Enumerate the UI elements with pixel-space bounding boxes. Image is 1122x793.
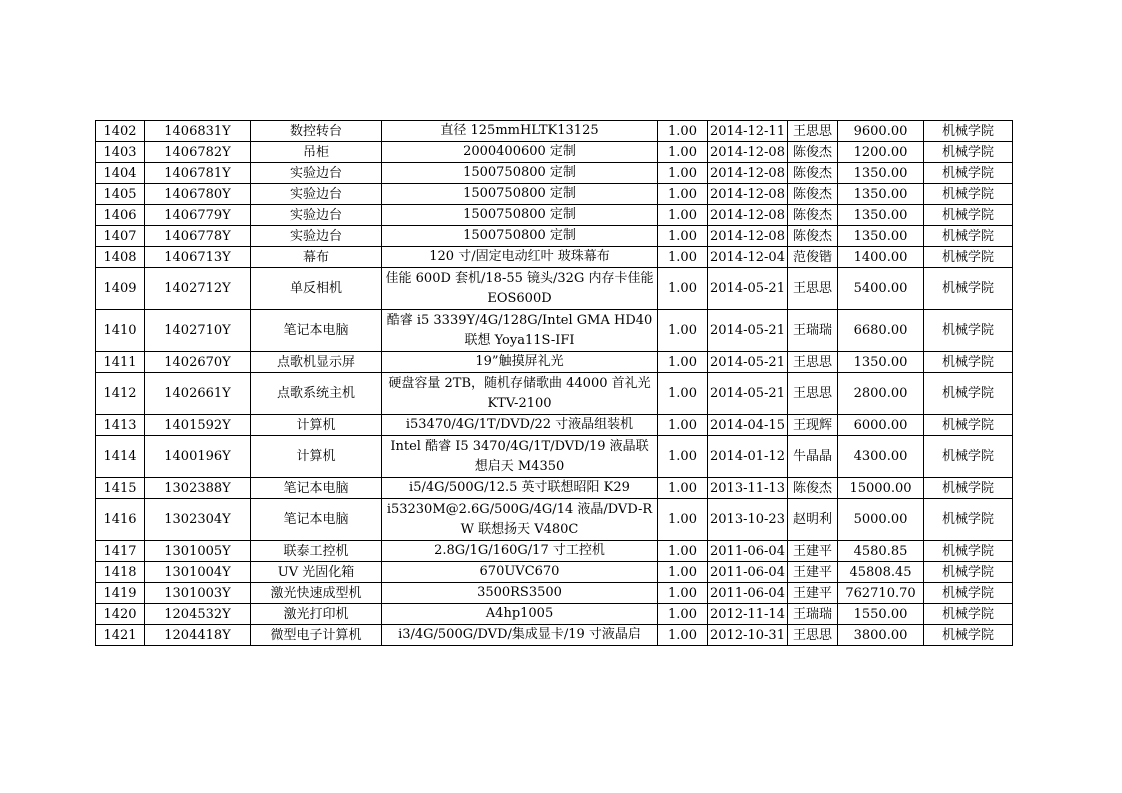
price-cell: 4300.00 <box>838 436 924 478</box>
asset-name-cell: 笔记本电脑 <box>251 499 382 541</box>
table-row <box>96 184 1013 205</box>
price-cell: 1400.00 <box>838 247 924 268</box>
date-cell: 2014-01-12 <box>708 436 788 478</box>
row-number-cell: 1403 <box>96 142 145 163</box>
spec-cell: 1500750800 定制 <box>382 184 658 205</box>
asset-code-cell: 1301003Y <box>145 583 251 604</box>
date-cell: 2014-12-11 <box>708 121 788 142</box>
row-number-cell: 1411 <box>96 352 145 373</box>
quantity-cell: 1.00 <box>658 226 708 247</box>
date-cell: 2014-12-04 <box>708 247 788 268</box>
table-row <box>96 163 1013 184</box>
table-row <box>96 541 1013 562</box>
price-cell: 45808.45 <box>838 562 924 583</box>
custodian-cell: 王现辉 <box>788 415 838 436</box>
date-cell: 2013-11-13 <box>708 478 788 499</box>
date-cell: 2013-10-23 <box>708 499 788 541</box>
table-row <box>96 478 1013 499</box>
row-number-cell: 1406 <box>96 205 145 226</box>
table-row <box>96 562 1013 583</box>
row-number-cell: 1416 <box>96 499 145 541</box>
custodian-cell: 范俊锴 <box>788 247 838 268</box>
spec-cell: i5/4G/500G/12.5 英寸联想昭阳 K29 <box>382 478 658 499</box>
department-cell: 机械学院 <box>924 184 1013 205</box>
row-number-cell: 1417 <box>96 541 145 562</box>
asset-code-cell: 1406781Y <box>145 163 251 184</box>
asset-name-cell: 实验边台 <box>251 205 382 226</box>
department-cell: 机械学院 <box>924 562 1013 583</box>
asset-code-cell: 1406778Y <box>145 226 251 247</box>
spec-cell: 1500750800 定制 <box>382 226 658 247</box>
table-row <box>96 415 1013 436</box>
quantity-cell: 1.00 <box>658 268 708 310</box>
custodian-cell: 王建平 <box>788 562 838 583</box>
price-cell: 762710.70 <box>838 583 924 604</box>
custodian-cell: 王思思 <box>788 373 838 415</box>
asset-code-cell: 1301004Y <box>145 562 251 583</box>
row-number-cell: 1410 <box>96 310 145 352</box>
date-cell: 2014-05-21 <box>708 310 788 352</box>
table-row <box>96 373 1013 415</box>
asset-code-cell: 1302388Y <box>145 478 251 499</box>
table-row <box>96 436 1013 478</box>
row-number-cell: 1419 <box>96 583 145 604</box>
custodian-cell: 王思思 <box>788 352 838 373</box>
quantity-cell: 1.00 <box>658 184 708 205</box>
custodian-cell: 王瑞瑞 <box>788 604 838 625</box>
department-cell: 机械学院 <box>924 499 1013 541</box>
price-cell: 2800.00 <box>838 373 924 415</box>
spec-cell: 3500RS3500 <box>382 583 658 604</box>
asset-name-cell: 数控转台 <box>251 121 382 142</box>
spec-cell: 硬盘容量 2TB，随机存储歌曲 44000 首礼光 KTV-2100 <box>382 373 658 415</box>
department-cell: 机械学院 <box>924 604 1013 625</box>
row-number-cell: 1413 <box>96 415 145 436</box>
date-cell: 2014-04-15 <box>708 415 788 436</box>
asset-code-cell: 1302304Y <box>145 499 251 541</box>
department-cell: 机械学院 <box>924 163 1013 184</box>
custodian-cell: 王瑞瑞 <box>788 310 838 352</box>
department-cell: 机械学院 <box>924 226 1013 247</box>
asset-name-cell: 吊柜 <box>251 142 382 163</box>
date-cell: 2014-05-21 <box>708 352 788 373</box>
custodian-cell: 王建平 <box>788 541 838 562</box>
department-cell: 机械学院 <box>924 205 1013 226</box>
asset-code-cell: 1406780Y <box>145 184 251 205</box>
row-number-cell: 1415 <box>96 478 145 499</box>
spec-cell: i53230M@2.6G/500G/4G/14 液晶/DVD-RW 联想扬天 V480C <box>382 499 658 541</box>
row-number-cell: 1405 <box>96 184 145 205</box>
date-cell: 2011-06-04 <box>708 583 788 604</box>
price-cell: 1350.00 <box>838 163 924 184</box>
table-row <box>96 583 1013 604</box>
date-cell: 2014-12-08 <box>708 226 788 247</box>
date-cell: 2014-05-21 <box>708 373 788 415</box>
department-cell: 机械学院 <box>924 142 1013 163</box>
date-cell: 2014-12-08 <box>708 142 788 163</box>
row-number-cell: 1407 <box>96 226 145 247</box>
custodian-cell: 陈俊杰 <box>788 142 838 163</box>
price-cell: 1350.00 <box>838 352 924 373</box>
table-row <box>96 205 1013 226</box>
spec-cell: 19”触摸屏礼光 <box>382 352 658 373</box>
spec-cell: i3/4G/500G/DVD/集成显卡/19 寸液晶启 <box>382 625 658 646</box>
price-cell: 1200.00 <box>838 142 924 163</box>
date-cell: 2014-12-08 <box>708 205 788 226</box>
spec-cell: i53470/4G/1T/DVD/22 寸液晶组装机 <box>382 415 658 436</box>
department-cell: 机械学院 <box>924 541 1013 562</box>
custodian-cell: 陈俊杰 <box>788 184 838 205</box>
table-row <box>96 499 1013 541</box>
spec-cell: Intel 酷睿 I5 3470/4G/1T/DVD/19 液晶联想启天 M4350 <box>382 436 658 478</box>
row-number-cell: 1421 <box>96 625 145 646</box>
price-cell: 6680.00 <box>838 310 924 352</box>
spec-cell: 120 寸/固定电动红叶 玻珠幕布 <box>382 247 658 268</box>
asset-name-cell: 激光打印机 <box>251 604 382 625</box>
row-number-cell: 1409 <box>96 268 145 310</box>
spec-cell: 2000400600 定制 <box>382 142 658 163</box>
department-cell: 机械学院 <box>924 352 1013 373</box>
price-cell: 15000.00 <box>838 478 924 499</box>
custodian-cell: 王建平 <box>788 583 838 604</box>
asset-code-cell: 1204532Y <box>145 604 251 625</box>
date-cell: 2011-06-04 <box>708 562 788 583</box>
asset-code-cell: 1402661Y <box>145 373 251 415</box>
quantity-cell: 1.00 <box>658 562 708 583</box>
date-cell: 2012-10-31 <box>708 625 788 646</box>
quantity-cell: 1.00 <box>658 247 708 268</box>
price-cell: 6000.00 <box>838 415 924 436</box>
spec-cell: 1500750800 定制 <box>382 205 658 226</box>
row-number-cell: 1404 <box>96 163 145 184</box>
asset-code-cell: 1406782Y <box>145 142 251 163</box>
custodian-cell: 陈俊杰 <box>788 205 838 226</box>
quantity-cell: 1.00 <box>658 310 708 352</box>
price-cell: 1350.00 <box>838 205 924 226</box>
table-row <box>96 268 1013 310</box>
department-cell: 机械学院 <box>924 310 1013 352</box>
price-cell: 4580.85 <box>838 541 924 562</box>
quantity-cell: 1.00 <box>658 121 708 142</box>
department-cell: 机械学院 <box>924 625 1013 646</box>
table-row <box>96 604 1013 625</box>
price-cell: 1550.00 <box>838 604 924 625</box>
quantity-cell: 1.00 <box>658 604 708 625</box>
date-cell: 2011-06-04 <box>708 541 788 562</box>
asset-name-cell: 实验边台 <box>251 226 382 247</box>
row-number-cell: 1408 <box>96 247 145 268</box>
asset-name-cell: 笔记本电脑 <box>251 478 382 499</box>
asset-name-cell: 微型电子计算机 <box>251 625 382 646</box>
custodian-cell: 陈俊杰 <box>788 478 838 499</box>
price-cell: 5000.00 <box>838 499 924 541</box>
asset-name-cell: 联泰工控机 <box>251 541 382 562</box>
row-number-cell: 1402 <box>96 121 145 142</box>
asset-code-cell: 1406779Y <box>145 205 251 226</box>
table-row <box>96 352 1013 373</box>
quantity-cell: 1.00 <box>658 583 708 604</box>
price-cell: 5400.00 <box>838 268 924 310</box>
department-cell: 机械学院 <box>924 121 1013 142</box>
asset-code-cell: 1402712Y <box>145 268 251 310</box>
custodian-cell: 王思思 <box>788 625 838 646</box>
date-cell: 2014-12-08 <box>708 184 788 205</box>
asset-code-cell: 1406831Y <box>145 121 251 142</box>
quantity-cell: 1.00 <box>658 142 708 163</box>
table-row <box>96 226 1013 247</box>
row-number-cell: 1420 <box>96 604 145 625</box>
custodian-cell: 陈俊杰 <box>788 226 838 247</box>
asset-name-cell: 点歌机显示屏 <box>251 352 382 373</box>
department-cell: 机械学院 <box>924 436 1013 478</box>
department-cell: 机械学院 <box>924 373 1013 415</box>
price-cell: 1350.00 <box>838 184 924 205</box>
asset-name-cell: 实验边台 <box>251 163 382 184</box>
custodian-cell: 陈俊杰 <box>788 163 838 184</box>
quantity-cell: 1.00 <box>658 625 708 646</box>
custodian-cell: 王思思 <box>788 121 838 142</box>
date-cell: 2014-12-08 <box>708 163 788 184</box>
department-cell: 机械学院 <box>924 583 1013 604</box>
asset-name-cell: 计算机 <box>251 436 382 478</box>
quantity-cell: 1.00 <box>658 352 708 373</box>
quantity-cell: 1.00 <box>658 499 708 541</box>
spec-cell: 直径 125mmHLTK13125 <box>382 121 658 142</box>
asset-name-cell: 点歌系统主机 <box>251 373 382 415</box>
quantity-cell: 1.00 <box>658 415 708 436</box>
department-cell: 机械学院 <box>924 268 1013 310</box>
spec-cell: 2.8G/1G/160G/17 寸工控机 <box>382 541 658 562</box>
department-cell: 机械学院 <box>924 478 1013 499</box>
asset-code-cell: 1406713Y <box>145 247 251 268</box>
quantity-cell: 1.00 <box>658 373 708 415</box>
asset-code-cell: 1402710Y <box>145 310 251 352</box>
quantity-cell: 1.00 <box>658 478 708 499</box>
asset-code-cell: 1204418Y <box>145 625 251 646</box>
quantity-cell: 1.00 <box>658 436 708 478</box>
table-row <box>96 247 1013 268</box>
spec-cell: 670UVC670 <box>382 562 658 583</box>
department-cell: 机械学院 <box>924 415 1013 436</box>
asset-name-cell: 激光快速成型机 <box>251 583 382 604</box>
asset-code-cell: 1402670Y <box>145 352 251 373</box>
asset-name-cell: 笔记本电脑 <box>251 310 382 352</box>
date-cell: 2014-05-21 <box>708 268 788 310</box>
row-number-cell: 1412 <box>96 373 145 415</box>
spec-cell: A4hp1005 <box>382 604 658 625</box>
quantity-cell: 1.00 <box>658 541 708 562</box>
asset-name-cell: UV 光固化箱 <box>251 562 382 583</box>
spec-cell: 1500750800 定制 <box>382 163 658 184</box>
custodian-cell: 赵明利 <box>788 499 838 541</box>
department-cell: 机械学院 <box>924 247 1013 268</box>
table-row <box>96 121 1013 142</box>
table-row <box>96 310 1013 352</box>
custodian-cell: 牛晶晶 <box>788 436 838 478</box>
asset-name-cell: 单反相机 <box>251 268 382 310</box>
quantity-cell: 1.00 <box>658 205 708 226</box>
spec-cell: 佳能 600D 套机/18-55 镜头/32G 内存卡佳能 EOS600D <box>382 268 658 310</box>
custodian-cell: 王思思 <box>788 268 838 310</box>
date-cell: 2012-11-14 <box>708 604 788 625</box>
row-number-cell: 1414 <box>96 436 145 478</box>
equipment-table <box>95 120 1013 646</box>
table-body <box>96 121 1013 646</box>
price-cell: 3800.00 <box>838 625 924 646</box>
asset-code-cell: 1401592Y <box>145 415 251 436</box>
asset-name-cell: 实验边台 <box>251 184 382 205</box>
asset-code-cell: 1400196Y <box>145 436 251 478</box>
price-cell: 1350.00 <box>838 226 924 247</box>
table-row <box>96 625 1013 646</box>
asset-name-cell: 幕布 <box>251 247 382 268</box>
asset-code-cell: 1301005Y <box>145 541 251 562</box>
quantity-cell: 1.00 <box>658 163 708 184</box>
row-number-cell: 1418 <box>96 562 145 583</box>
asset-name-cell: 计算机 <box>251 415 382 436</box>
table-row <box>96 142 1013 163</box>
spec-cell: 酷睿 i5 3339Y/4G/128G/Intel GMA HD40 联想 Yoya11S-IFI <box>382 310 658 352</box>
price-cell: 9600.00 <box>838 121 924 142</box>
